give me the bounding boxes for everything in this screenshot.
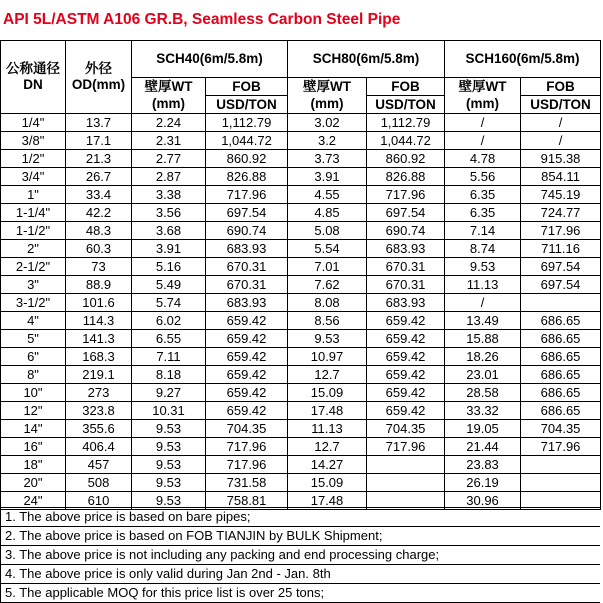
cell-od: 101.6 — [66, 294, 132, 312]
cell-fob80: 683.93 — [367, 240, 445, 258]
cell-wt40: 7.11 — [132, 348, 206, 366]
cell-fob40: 826.88 — [206, 168, 288, 186]
cell-wt40: 3.56 — [132, 204, 206, 222]
table-row — [1, 438, 601, 456]
fob-header: FOB — [367, 78, 445, 96]
table-row — [1, 474, 601, 492]
od-header-cn: 外径 — [85, 61, 112, 76]
table-row — [1, 114, 601, 132]
cell-fob160: / — [521, 132, 601, 150]
cell-wt40: 9.53 — [132, 492, 206, 510]
cell-od: 48.3 — [66, 222, 132, 240]
fob-unit: USD/TON — [206, 96, 288, 114]
cell-fob160: 711.16 — [521, 240, 601, 258]
cell-wt40: 5.74 — [132, 294, 206, 312]
wt-unit: (mm) — [445, 96, 521, 114]
cell-fob40: 1,112.79 — [206, 114, 288, 132]
cell-dn: 1/4" — [1, 114, 66, 132]
cell-dn: 14" — [1, 420, 66, 438]
cell-od: 42.2 — [66, 204, 132, 222]
cell-fob160: 854.11 — [521, 168, 601, 186]
table-row — [1, 222, 601, 240]
cell-wt80: 8.08 — [288, 294, 367, 312]
cell-wt40: 2.87 — [132, 168, 206, 186]
cell-dn: 4" — [1, 312, 66, 330]
cell-wt80: 5.08 — [288, 222, 367, 240]
dn-header-cn: 公称通径 — [6, 61, 60, 76]
cell-wt160: 8.74 — [445, 240, 521, 258]
cell-fob80: 717.96 — [367, 438, 445, 456]
cell-wt80: 4.55 — [288, 186, 367, 204]
cell-fob40: 758.81 — [206, 492, 288, 510]
cell-dn: 2" — [1, 240, 66, 258]
cell-wt80: 15.09 — [288, 474, 367, 492]
table-row — [1, 276, 601, 294]
cell-fob160: 724.77 — [521, 204, 601, 222]
cell-fob40: 717.96 — [206, 456, 288, 474]
cell-fob80 — [367, 474, 445, 492]
cell-wt160: / — [445, 114, 521, 132]
table-row — [1, 168, 601, 186]
cell-wt160: 33.32 — [445, 402, 521, 420]
sch80-header: SCH80(6m/5.8m) — [288, 41, 445, 78]
note-line: 2. The above price is based on FOB TIANJIN by BULK Shipment; — [0, 527, 600, 546]
cell-fob160: 717.96 — [521, 438, 601, 456]
table-row — [1, 258, 601, 276]
od-header — [66, 41, 132, 114]
cell-fob40: 683.93 — [206, 240, 288, 258]
table-row — [1, 240, 601, 258]
cell-fob160 — [521, 474, 601, 492]
cell-wt80: 9.53 — [288, 330, 367, 348]
cell-fob40: 860.92 — [206, 150, 288, 168]
wt-header: 壁厚WT — [132, 78, 206, 96]
cell-fob80: 659.42 — [367, 348, 445, 366]
dn-header — [1, 41, 66, 114]
cell-fob40: 659.42 — [206, 402, 288, 420]
cell-fob80: 670.31 — [367, 276, 445, 294]
cell-wt160: 18.26 — [445, 348, 521, 366]
cell-fob40: 659.42 — [206, 312, 288, 330]
table-row — [1, 420, 601, 438]
cell-wt40: 3.91 — [132, 240, 206, 258]
cell-fob40: 717.96 — [206, 438, 288, 456]
cell-od: 13.7 — [66, 114, 132, 132]
cell-wt80: 17.48 — [288, 402, 367, 420]
cell-wt80: 12.7 — [288, 366, 367, 384]
cell-wt160: 21.44 — [445, 438, 521, 456]
cell-fob160: 915.38 — [521, 150, 601, 168]
cell-wt160: 13.49 — [445, 312, 521, 330]
cell-dn: 24" — [1, 492, 66, 510]
table-row — [1, 384, 601, 402]
cell-wt160: 11.13 — [445, 276, 521, 294]
cell-dn: 1/2" — [1, 150, 66, 168]
cell-fob160: 704.35 — [521, 420, 601, 438]
wt-unit: (mm) — [132, 96, 206, 114]
table-row — [1, 132, 601, 150]
note-line: 3. The above price is not including any packing and end processing charge; — [0, 546, 600, 565]
cell-wt80: 14.27 — [288, 456, 367, 474]
cell-od: 17.1 — [66, 132, 132, 150]
table-row — [1, 456, 601, 474]
sch160-header: SCH160(6m/5.8m) — [445, 41, 601, 78]
cell-dn: 2-1/2" — [1, 258, 66, 276]
note-line: 1. The above price is based on bare pipes; — [0, 507, 600, 527]
table-row — [1, 186, 601, 204]
fob-unit: USD/TON — [521, 96, 601, 114]
cell-fob40: 670.31 — [206, 276, 288, 294]
page-title: API 5L/ASTM A106 GR.B, Seamless Carbon Steel Pipe — [3, 11, 401, 28]
cell-wt160: / — [445, 132, 521, 150]
sch40-header: SCH40(6m/5.8m) — [132, 41, 288, 78]
price-table — [0, 40, 601, 510]
cell-dn: 10" — [1, 384, 66, 402]
cell-wt160: 28.58 — [445, 384, 521, 402]
cell-fob160: 717.96 — [521, 222, 601, 240]
table-row — [1, 330, 601, 348]
cell-fob80: 860.92 — [367, 150, 445, 168]
cell-fob40: 697.54 — [206, 204, 288, 222]
cell-wt80: 3.02 — [288, 114, 367, 132]
cell-wt40: 9.53 — [132, 474, 206, 492]
cell-fob160: 686.65 — [521, 312, 601, 330]
cell-dn: 1-1/4" — [1, 204, 66, 222]
cell-fob80: 659.42 — [367, 330, 445, 348]
cell-fob80: 659.42 — [367, 384, 445, 402]
fob-header: FOB — [521, 78, 601, 96]
cell-dn: 1" — [1, 186, 66, 204]
cell-fob80: 683.93 — [367, 294, 445, 312]
cell-od: 88.9 — [66, 276, 132, 294]
cell-fob40: 659.42 — [206, 348, 288, 366]
cell-dn: 3" — [1, 276, 66, 294]
cell-wt160: 6.35 — [445, 204, 521, 222]
cell-wt80: 7.62 — [288, 276, 367, 294]
cell-wt40: 10.31 — [132, 402, 206, 420]
cell-wt80: 12.7 — [288, 438, 367, 456]
cell-dn: 1-1/2" — [1, 222, 66, 240]
cell-wt80: 4.85 — [288, 204, 367, 222]
cell-od: 114.3 — [66, 312, 132, 330]
wt-header: 壁厚WT — [445, 78, 521, 96]
cell-wt40: 9.53 — [132, 456, 206, 474]
cell-wt80: 7.01 — [288, 258, 367, 276]
cell-wt80: 11.13 — [288, 420, 367, 438]
cell-dn: 3/8" — [1, 132, 66, 150]
cell-dn: 5" — [1, 330, 66, 348]
cell-dn: 20" — [1, 474, 66, 492]
cell-wt80: 3.91 — [288, 168, 367, 186]
cell-wt160: 9.53 — [445, 258, 521, 276]
cell-od: 141.3 — [66, 330, 132, 348]
dn-header-en: DN — [23, 77, 43, 92]
table-row — [1, 366, 601, 384]
cell-fob80: 826.88 — [367, 168, 445, 186]
fob-header: FOB — [206, 78, 288, 96]
cell-fob80: 717.96 — [367, 186, 445, 204]
fob-unit: USD/TON — [367, 96, 445, 114]
cell-fob160 — [521, 456, 601, 474]
cell-od: 508 — [66, 474, 132, 492]
cell-wt40: 5.49 — [132, 276, 206, 294]
cell-fob80: 1,044.72 — [367, 132, 445, 150]
cell-fob40: 717.96 — [206, 186, 288, 204]
cell-fob80: 659.42 — [367, 366, 445, 384]
cell-od: 33.4 — [66, 186, 132, 204]
cell-fob160: 697.54 — [521, 276, 601, 294]
cell-od: 21.3 — [66, 150, 132, 168]
cell-dn: 16" — [1, 438, 66, 456]
cell-dn: 12" — [1, 402, 66, 420]
cell-fob40: 670.31 — [206, 258, 288, 276]
cell-fob80: 704.35 — [367, 420, 445, 438]
cell-fob40: 1,044.72 — [206, 132, 288, 150]
cell-fob80: 690.74 — [367, 222, 445, 240]
cell-fob40: 659.42 — [206, 330, 288, 348]
cell-wt40: 2.31 — [132, 132, 206, 150]
cell-wt160: 26.19 — [445, 474, 521, 492]
cell-dn: 8" — [1, 366, 66, 384]
cell-wt80: 8.56 — [288, 312, 367, 330]
cell-wt80: 5.54 — [288, 240, 367, 258]
cell-wt160: 6.35 — [445, 186, 521, 204]
cell-fob80: 697.54 — [367, 204, 445, 222]
wt-header: 壁厚WT — [288, 78, 367, 96]
cell-fob80 — [367, 456, 445, 474]
table-row — [1, 204, 601, 222]
cell-wt160: 30.96 — [445, 492, 521, 510]
cell-wt160: 23.01 — [445, 366, 521, 384]
cell-fob160 — [521, 294, 601, 312]
cell-od: 355.6 — [66, 420, 132, 438]
cell-wt40: 9.53 — [132, 420, 206, 438]
cell-fob160: 686.65 — [521, 348, 601, 366]
table-row — [1, 402, 601, 420]
cell-od: 273 — [66, 384, 132, 402]
cell-wt40: 6.02 — [132, 312, 206, 330]
cell-wt160: 19.05 — [445, 420, 521, 438]
cell-wt80: 15.09 — [288, 384, 367, 402]
notes — [0, 507, 600, 603]
cell-dn: 18" — [1, 456, 66, 474]
cell-wt160: 7.14 — [445, 222, 521, 240]
cell-wt80: 3.73 — [288, 150, 367, 168]
cell-dn: 3/4" — [1, 168, 66, 186]
cell-od: 610 — [66, 492, 132, 510]
cell-wt80: 17.48 — [288, 492, 367, 510]
cell-fob160: 697.54 — [521, 258, 601, 276]
table-row — [1, 294, 601, 312]
cell-wt40: 8.18 — [132, 366, 206, 384]
wt-unit: (mm) — [288, 96, 367, 114]
cell-wt160: 4.78 — [445, 150, 521, 168]
cell-fob40: 659.42 — [206, 384, 288, 402]
cell-wt80: 3.2 — [288, 132, 367, 150]
cell-wt40: 6.55 — [132, 330, 206, 348]
cell-wt40: 3.38 — [132, 186, 206, 204]
cell-od: 406.4 — [66, 438, 132, 456]
cell-fob80: 1,112.79 — [367, 114, 445, 132]
cell-fob80: 670.31 — [367, 258, 445, 276]
cell-od: 457 — [66, 456, 132, 474]
cell-wt40: 5.16 — [132, 258, 206, 276]
cell-wt160: 15.88 — [445, 330, 521, 348]
header-row-1 — [1, 41, 601, 78]
cell-wt40: 3.68 — [132, 222, 206, 240]
cell-fob160: 686.65 — [521, 384, 601, 402]
cell-dn: 3-1/2" — [1, 294, 66, 312]
note-line: 4. The above price is only valid during Jan 2nd - Jan. 8th — [0, 565, 600, 584]
cell-wt160: / — [445, 294, 521, 312]
cell-od: 73 — [66, 258, 132, 276]
cell-fob160: / — [521, 114, 601, 132]
cell-fob80: 659.42 — [367, 402, 445, 420]
table-row — [1, 312, 601, 330]
cell-fob160: 745.19 — [521, 186, 601, 204]
cell-fob80: 659.42 — [367, 312, 445, 330]
cell-fob40: 690.74 — [206, 222, 288, 240]
note-line: 5. The applicable MOQ for this price list is over 25 tons; — [0, 584, 600, 603]
cell-fob40: 731.58 — [206, 474, 288, 492]
cell-wt40: 9.53 — [132, 438, 206, 456]
cell-wt160: 23.83 — [445, 456, 521, 474]
table-row — [1, 348, 601, 366]
cell-fob40: 683.93 — [206, 294, 288, 312]
cell-od: 26.7 — [66, 168, 132, 186]
cell-wt80: 10.97 — [288, 348, 367, 366]
cell-fob160: 686.65 — [521, 402, 601, 420]
od-header-en: OD(mm) — [71, 77, 126, 92]
cell-wt40: 9.27 — [132, 384, 206, 402]
cell-wt160: 5.56 — [445, 168, 521, 186]
cell-fob40: 659.42 — [206, 366, 288, 384]
cell-fob160: 686.65 — [521, 366, 601, 384]
cell-od: 60.3 — [66, 240, 132, 258]
cell-od: 323.8 — [66, 402, 132, 420]
cell-wt40: 2.24 — [132, 114, 206, 132]
cell-dn: 6" — [1, 348, 66, 366]
table-row — [1, 150, 601, 168]
cell-fob160: 686.65 — [521, 330, 601, 348]
cell-od: 219.1 — [66, 366, 132, 384]
cell-wt40: 2.77 — [132, 150, 206, 168]
cell-fob40: 704.35 — [206, 420, 288, 438]
cell-od: 168.3 — [66, 348, 132, 366]
